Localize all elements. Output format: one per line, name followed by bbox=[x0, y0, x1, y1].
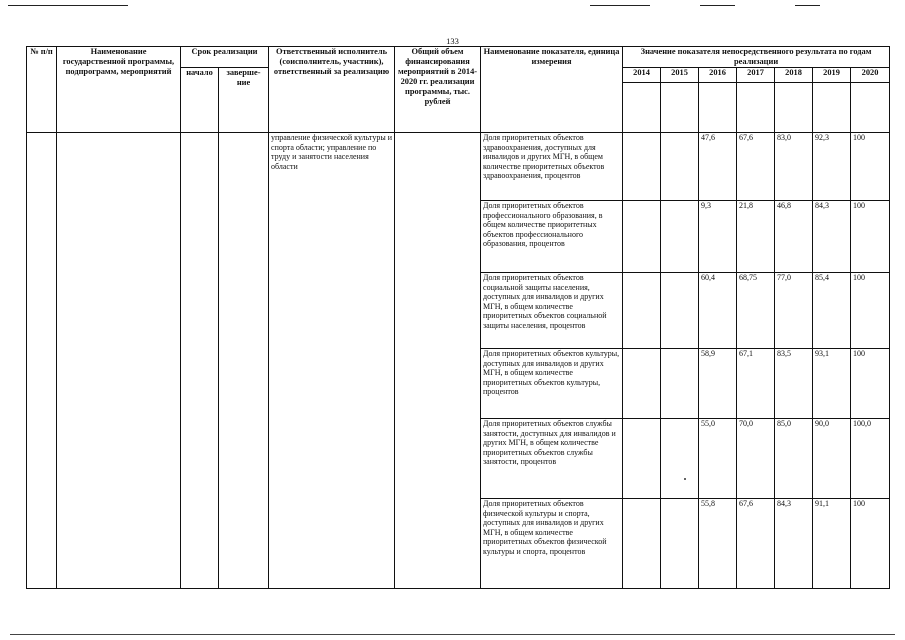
cell-value-2018: 46,8 bbox=[775, 201, 813, 273]
header-term-end: заверше-ние bbox=[219, 68, 269, 133]
cell-value-2020: 100,0 bbox=[851, 419, 890, 499]
header-year-2020: 2020 bbox=[851, 68, 890, 83]
cell-value-2014 bbox=[623, 133, 661, 201]
indicators-table bbox=[26, 46, 890, 589]
cell-value-2014 bbox=[623, 499, 661, 589]
cell-indicator: Доля приоритетных объектов профессионального образования, в общем количестве приоритетных объектов профессионального образования, процентов bbox=[481, 201, 623, 273]
cell-value-2016: 58,9 bbox=[699, 349, 737, 419]
table-row bbox=[27, 133, 890, 201]
cell-value-2015 bbox=[661, 273, 699, 349]
scan-speck bbox=[684, 478, 686, 480]
cell-value-2017: 67,1 bbox=[737, 349, 775, 419]
cell-value-2014 bbox=[623, 273, 661, 349]
header-year-2014: 2014 bbox=[623, 68, 661, 83]
cell-value-2019: 91,1 bbox=[813, 499, 851, 589]
cell-value-2014 bbox=[623, 349, 661, 419]
cell-value-2018: 83,5 bbox=[775, 349, 813, 419]
cell-value-2019: 84,3 bbox=[813, 201, 851, 273]
cell-value-2017: 67,6 bbox=[737, 133, 775, 201]
cell-value-2016: 9,3 bbox=[699, 201, 737, 273]
header-term: Срок реализации bbox=[181, 47, 269, 68]
cell-volume bbox=[395, 133, 481, 589]
header-year-2018: 2018 bbox=[775, 68, 813, 83]
header-year-2017: 2017 bbox=[737, 68, 775, 83]
cell-value-2020: 100 bbox=[851, 273, 890, 349]
cell-term-start bbox=[181, 133, 219, 589]
header-responsible: Ответственный исполнитель (соисполнитель, участник), ответственный за реализацию bbox=[269, 47, 395, 133]
cell-value-2017: 70,0 bbox=[737, 419, 775, 499]
cell-value-2020: 100 bbox=[851, 201, 890, 273]
cell-indicator: Доля приоритетных объектов культуры, доступных для инвалидов и других МГН, в общем количестве приоритетных объектов культуры, процентов bbox=[481, 349, 623, 419]
cell-value-2016: 55,8 bbox=[699, 499, 737, 589]
cell-num bbox=[27, 133, 57, 589]
cell-value-2019: 85,4 bbox=[813, 273, 851, 349]
cell-value-2018: 84,3 bbox=[775, 499, 813, 589]
header-year-2015: 2015 bbox=[661, 68, 699, 83]
cell-value-2020: 100 bbox=[851, 499, 890, 589]
scan-artifact-bottom bbox=[10, 634, 895, 635]
cell-value-2015 bbox=[661, 499, 699, 589]
cell-value-2014 bbox=[623, 201, 661, 273]
cell-value-2016: 60,4 bbox=[699, 273, 737, 349]
cell-indicator: Доля приоритетных объектов социальной защиты населения, доступных для инвалидов и других МГН, в общем количестве приоритетных объектов социальной защиты населения, процентов bbox=[481, 273, 623, 349]
cell-value-2019: 92,3 bbox=[813, 133, 851, 201]
cell-indicator: Доля приоритетных объектов службы занятости, доступных для инвалидов и других МГН, в общем количестве приоритетных объектов службы занятости, процентов bbox=[481, 419, 623, 499]
cell-value-2016: 47,6 bbox=[699, 133, 737, 201]
cell-value-2015 bbox=[661, 419, 699, 499]
cell-responsible: управление физической культуры и спорта области; управление по труду и занятости населения области bbox=[269, 133, 395, 589]
header-volume: Общий объем финансирования мероприятий в 2014-2020 гг. реализации программы, тыс. рублей bbox=[395, 47, 481, 133]
header-num: № п/п bbox=[27, 47, 57, 133]
scan-artifact-top-right-2 bbox=[700, 5, 735, 6]
cell-value-2018: 85,0 bbox=[775, 419, 813, 499]
header-program-name: Наименование государственной программы, подпрограмм, мероприятий bbox=[57, 47, 181, 133]
header-year-2016: 2016 bbox=[699, 68, 737, 83]
cell-value-2017: 67,6 bbox=[737, 499, 775, 589]
cell-value-2020: 100 bbox=[851, 133, 890, 201]
cell-value-2016: 55,0 bbox=[699, 419, 737, 499]
cell-value-2019: 90,0 bbox=[813, 419, 851, 499]
cell-value-2018: 83,0 bbox=[775, 133, 813, 201]
page-number: 133 bbox=[446, 36, 459, 46]
cell-indicator: Доля приоритетных объектов здравоохранения, доступных для инвалидов и других МГН, в общем количестве приоритетных объектов здравоохранения, процентов bbox=[481, 133, 623, 201]
cell-value-2020: 100 bbox=[851, 349, 890, 419]
cell-indicator: Доля приоритетных объектов физической культуры и спорта, доступных для инвалидов и других МГН, в общем количестве приоритетных объектов физической культуры и спорта, процентов bbox=[481, 499, 623, 589]
scan-artifact-top-right bbox=[590, 5, 650, 6]
header-year-2019: 2019 bbox=[813, 68, 851, 83]
header-indicator: Наименование показателя, единица измерения bbox=[481, 47, 623, 133]
cell-value-2015 bbox=[661, 349, 699, 419]
scan-artifact-top-left bbox=[8, 5, 128, 6]
cell-value-2017: 68,75 bbox=[737, 273, 775, 349]
cell-term-end bbox=[219, 133, 269, 589]
cell-value-2014 bbox=[623, 419, 661, 499]
cell-program-name bbox=[57, 133, 181, 589]
cell-value-2015 bbox=[661, 201, 699, 273]
header-values-group: Значение показателя непосредственного результата по годам реализации bbox=[623, 47, 890, 68]
cell-value-2018: 77,0 bbox=[775, 273, 813, 349]
cell-value-2017: 21,8 bbox=[737, 201, 775, 273]
cell-value-2015 bbox=[661, 133, 699, 201]
scan-artifact-top-right-3 bbox=[795, 5, 820, 6]
header-term-start: начало bbox=[181, 68, 219, 133]
cell-value-2019: 93,1 bbox=[813, 349, 851, 419]
